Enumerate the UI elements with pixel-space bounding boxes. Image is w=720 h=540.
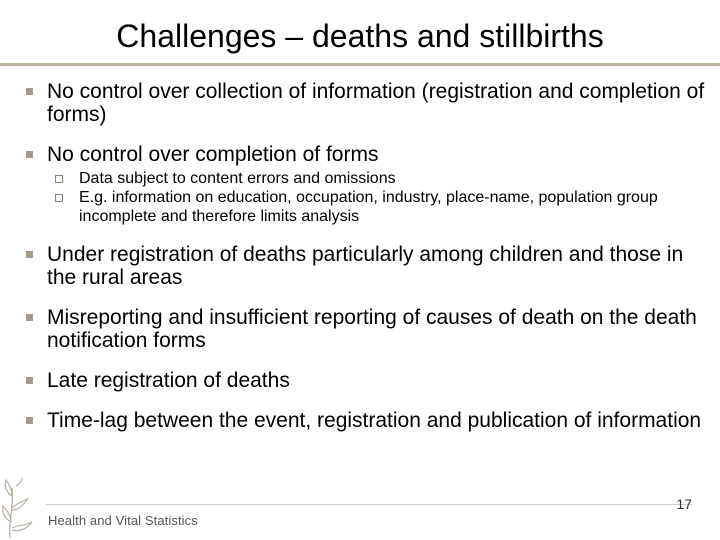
bullet-item	[26, 369, 706, 392]
bullet-text: No control over completion of forms	[47, 143, 379, 166]
bullet-item	[26, 409, 706, 432]
bullet-text: Misreporting and insufficient reporting of causes of death on the death notification forms	[47, 306, 697, 352]
bullet-item	[26, 143, 706, 226]
title-divider	[0, 63, 720, 66]
slide-title: Challenges – deaths and stillbirths	[116, 18, 604, 54]
square-bullet-icon	[26, 417, 33, 424]
square-bullet-icon	[26, 314, 33, 321]
sub-bullet-item	[47, 188, 706, 226]
square-bullet-icon	[26, 377, 33, 384]
sub-bullet-text: Data subject to content errors and omissions	[79, 170, 396, 187]
hollow-square-bullet-icon	[55, 175, 63, 183]
square-bullet-icon	[26, 88, 33, 95]
bullet-item	[26, 306, 706, 352]
bullet-text: No control over collection of information (registration and completion of forms)	[47, 80, 705, 126]
bullet-text: Time-lag between the event, registration and publication of information	[47, 409, 702, 432]
sub-bullet-text: E.g. information on education, occupation, industry, place-name, population group incomplete and therefore limits analysis	[79, 189, 658, 225]
page-number: 17	[676, 496, 692, 512]
bullet-list	[26, 80, 706, 449]
leaf-logo-icon	[0, 478, 48, 540]
footer-label: Health and Vital Statistics	[48, 513, 198, 528]
bullet-text: Under registration of deaths particularly among children and those in the rural areas	[47, 243, 684, 289]
square-bullet-icon	[26, 251, 33, 258]
bullet-text: Late registration of deaths	[47, 369, 290, 392]
sub-bullet-item	[47, 169, 706, 188]
sub-bullet-list	[47, 169, 706, 226]
hollow-square-bullet-icon	[55, 194, 63, 202]
bullet-item	[26, 243, 706, 289]
bullet-item	[26, 80, 706, 126]
square-bullet-icon	[26, 151, 33, 158]
footer-divider	[46, 504, 692, 505]
